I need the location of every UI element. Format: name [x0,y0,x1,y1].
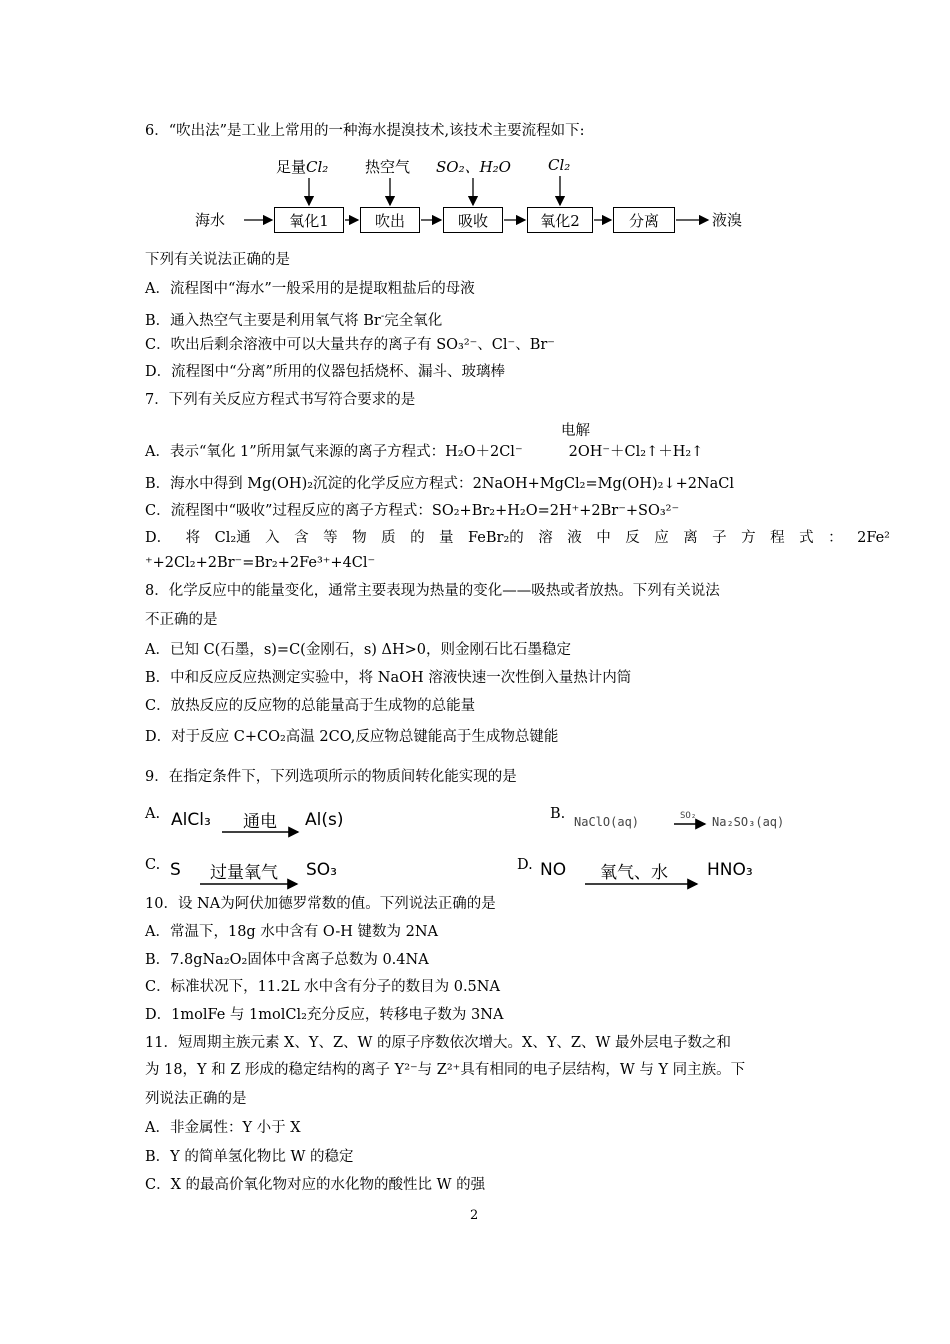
q9-stem: 9．在指定条件下，下列选项所示的物质间转化能实现的是 [145,769,517,785]
q11-stem-2: 为 18，Y 和 Z 形成的稳定结构的离子 Y²⁻与 Z²⁺具有相同的电子层结构，W 与 Y 同主族。下 [145,1062,746,1078]
q11-stem-3: 列说法正确的是 [145,1091,247,1107]
q8-stem-2: 不正确的是 [145,612,218,628]
q10-option-a: A．常温下，18g 水中含有 O-H 键数为 2NA [145,924,438,940]
q11-option-b: B．Y 的简单氢化物比 W 的稳定 [145,1149,354,1165]
q7-option-b: B．海水中得到 Mg(OH)₂沉淀的化学反应方程式：2NaOH+MgCl₂=Mg(OH)₂↓+2NaCl [145,476,735,492]
flow-start: 海水 [195,211,226,229]
q10-option-c: C．标准状况下，11.2L 水中含有分子的数目为 0.5NA [145,979,500,995]
q9-d-cond: 氧气、水 [600,863,668,883]
q6-stem: 6．“吹出法”是工业上常用的一种海水提溴技术,该技术主要流程如下: [145,123,585,139]
flow-input-air: 热空气 [365,158,411,176]
q9-c-label: C. [145,857,161,873]
q9-a-label: A. [145,806,161,822]
q8-option-c: C．放热反应的反应物的总能量高于生成物的总能量 [145,698,476,714]
q9-c-left: S [170,860,181,880]
flow-input-cl2-b: Cl₂ [548,156,571,174]
flow-box-absorb: 吸收 [443,207,503,233]
q9-b-label: B. [550,806,566,822]
q7-stem: 7．下列有关反应方程式书写符合要求的是 [145,392,416,408]
q9-reaction-arrows [0,800,950,890]
q11-option-a: A．非金属性：Y 小于 X [145,1120,301,1136]
flow-box-blowout: 吹出 [360,207,420,233]
q9-c-right: SO₃ [306,860,337,880]
q6-option-a: A．流程图中“海水”一般采用的是提取粗盐后的母液 [145,281,475,297]
q9-a-right: Al(s) [305,810,344,830]
q9-d-right: HNO₃ [707,860,753,880]
q7-option-d: D． 将 Cl₂通 入 含 等 物 质 的 量 FeBr₂的 溶 液 中 反 应 离 子 方 程 式 ： 2Fe² [145,530,890,546]
q7-option-d-cont: ⁺+2Cl₂+2Br⁻=Br₂+2Fe³⁺+4Cl⁻ [145,555,376,571]
q8-option-b: B．中和反应反应热测定实验中，将 NaOH 溶液快速一次性倒入量热计内筒 [145,670,632,686]
q9-a-left: AlCl₃ [171,810,211,830]
page-number: 2 [470,1208,479,1223]
q11-option-c: C．X 的最高价氧化物对应的水化物的酸性比 W 的强 [145,1177,486,1193]
q10-stem: 10．设 NA为阿伏加德罗常数的值。下列说法正确的是 [145,896,496,912]
q9-b-right: Na₂SO₃(aq) [712,815,785,829]
q8-option-d: D．对于反应 C+CO₂高温 2CO,反应物总键能高于生成物总键能 [145,729,559,745]
q8-stem-1: 8．化学反应中的能量变化，通常主要表现为热量的变化——吸热或者放热。下列有关说法 [145,583,720,599]
q6-option-d: D．流程图中“分离”所用的仪器包括烧杯、漏斗、玻璃棒 [145,364,505,380]
flow-box-oxidation1: 氧化1 [274,207,344,233]
q7-option-c: C．流程图中“吸收”过程反应的离子方程式：SO₂+Br₂+H₂O=2H⁺+2Br⁻+SO₃²⁻ [145,503,680,519]
q9-d-left: NO [540,860,567,880]
q9-a-cond: 通电 [243,812,277,832]
q6-option-b: B．通入热空气主要是利用氧气将 Br-完全氧化 [145,311,443,329]
q6-prompt: 下列有关说法正确的是 [145,252,290,268]
q8-option-a: A．已知 C(石墨，s)=C(金刚石，s) ΔH>0，则金刚石比石墨稳定 [145,642,572,658]
q9-b-left: NaClO(aq) [574,815,640,829]
electrolysis-label: 电解 [561,423,590,439]
q7-option-a: A．表示“氧化 1”所用氯气来源的离子方程式：H₂O＋2Cl⁻ 2OH⁻＋Cl₂↑＋H₂↑ [145,444,704,460]
q9-d-label: D. [517,857,533,873]
q6-option-c: C．吹出后剩余溶液中可以大量共存的离子有 SO₃²⁻、Cl⁻、Br⁻ [145,337,555,353]
flow-arrows [0,0,950,260]
flow-box-oxidation2: 氧化2 [527,207,593,233]
q11-stem-1: 11．短周期主族元素 X、Y、Z、W 的原子序数依次增大。X、Y、Z、W 最外层电子数之和 [145,1035,732,1051]
q9-c-cond: 过量氧气 [210,863,278,883]
flow-box-separation: 分离 [613,207,675,233]
q9-b-cond: SO₂ [680,811,697,821]
q10-option-d: D．1molFe 与 1molCl₂充分反应，转移电子数为 3NA [145,1007,504,1023]
flow-end: 液溴 [712,211,743,229]
flow-input-so2: SO₂、H₂O [436,158,511,176]
q10-option-b: B．7.8gNa₂O₂固体中含离子总数为 0.4NA [145,952,429,968]
flow-input-cl2-a: 足量Cl₂ [276,158,329,176]
